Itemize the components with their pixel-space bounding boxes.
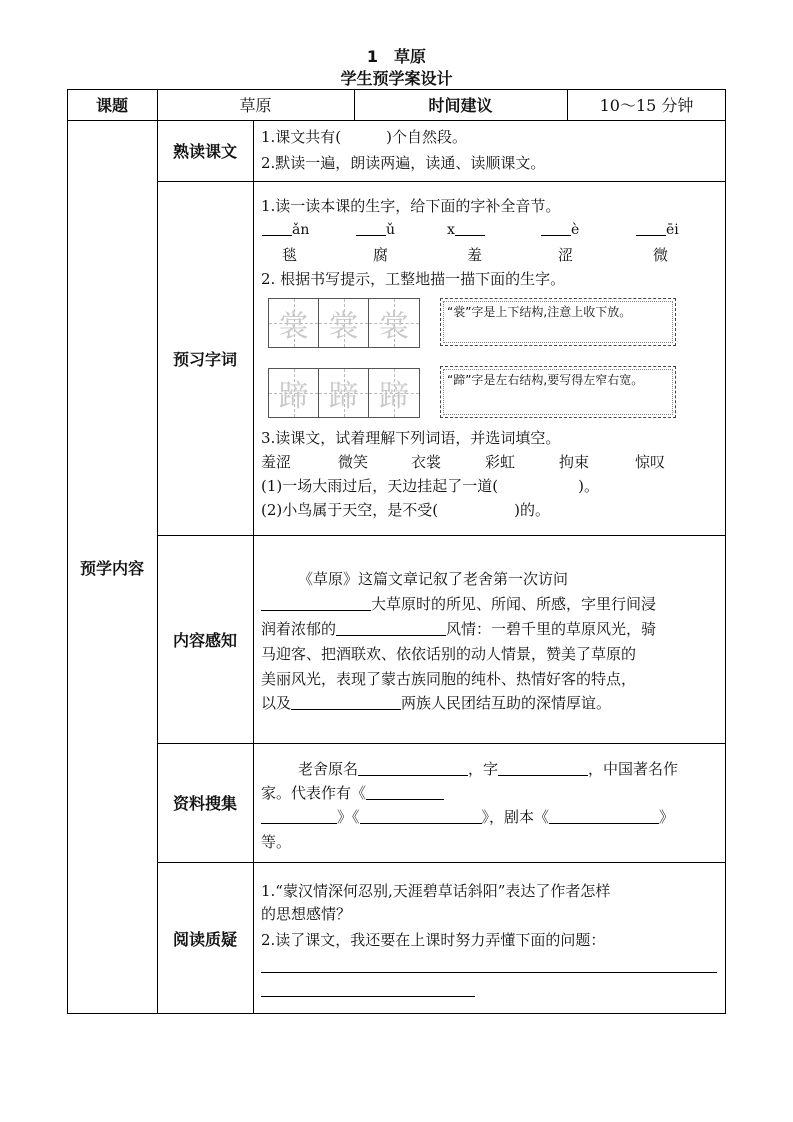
research-text: 家。代表作有《 — [261, 784, 367, 802]
section-label-words: 预习字词 — [172, 349, 237, 369]
fill-blank[interactable] — [291, 693, 401, 710]
pinyin-blank[interactable] — [356, 221, 386, 236]
fill-blank[interactable] — [358, 759, 468, 776]
fill-sentence-2 — [261, 499, 550, 522]
pinyin-item — [447, 221, 485, 238]
trace-cell[interactable] — [319, 299, 369, 347]
time-value: 10～15 分钟 — [599, 96, 694, 115]
fill-text: )的。 — [514, 501, 550, 519]
words-q3: 3.读课文，试着理解下列词语，并选词填空。 — [261, 429, 561, 447]
section-label-research: 资料搜集 — [172, 794, 237, 813]
section-label-read: 熟读课文 — [172, 142, 237, 161]
content-line-2 — [261, 593, 656, 616]
fill-sentence-1 — [261, 475, 599, 498]
research-text: 》《 — [337, 808, 360, 826]
fill-text: )。 — [578, 477, 599, 495]
fill-blank[interactable] — [261, 807, 337, 824]
pinyin-text: ǎn — [292, 222, 310, 238]
pinyin-blank[interactable] — [636, 221, 666, 236]
lesson-title: 1 草原 — [366, 47, 427, 66]
pinyin-text: è — [571, 222, 580, 238]
vocab-word: 拘束 — [559, 453, 590, 471]
research-line-2 — [261, 782, 444, 805]
trace-cell[interactable] — [369, 369, 419, 417]
vocab-word: 微笑 — [338, 453, 369, 471]
content-line-3 — [261, 618, 656, 641]
research-text: ，中国著名作 — [588, 760, 679, 778]
pinyin-text: ēi — [666, 222, 679, 238]
content-line-1: 《草原》这篇文章记叙了老舍第一次访问 — [298, 570, 569, 588]
content-text: 大草原时的所见、所闻、所感，字里行间浸 — [371, 595, 657, 613]
content-text: 风情：一碧千里的草原风光，骑 — [446, 620, 657, 638]
fill-blank[interactable] — [360, 807, 482, 824]
pinyin-item — [262, 221, 309, 238]
pinyin-text: x — [447, 222, 455, 238]
research-text: 》，剧本《 — [481, 808, 550, 826]
char-item: 腐 — [373, 246, 389, 264]
words-q1: 1.读一读本课的生字，给下面的字补全音节。 — [261, 197, 561, 215]
pinyin-blank[interactable] — [541, 221, 571, 236]
pinyin-item — [356, 221, 395, 238]
col-divider — [253, 120, 254, 1014]
main-label: 预学内容 — [79, 558, 144, 578]
topic-label: 课题 — [95, 96, 128, 115]
trace-char: 蹄 — [328, 379, 359, 414]
trace-cell[interactable] — [319, 369, 369, 417]
fill-blank[interactable] — [366, 783, 444, 800]
writing-hint-text: “裳”字是上下结构,注意上收下放。 — [447, 305, 632, 319]
trace-char: 裳 — [379, 309, 409, 344]
trace-char: 裳 — [278, 309, 309, 344]
vocab-word: 彩虹 — [485, 453, 516, 471]
trace-char: 蹄 — [379, 379, 409, 414]
trace-char: 裳 — [328, 309, 359, 344]
pinyin-blank[interactable] — [455, 221, 485, 236]
page-subtitle: 学生预学案设计 — [340, 69, 453, 88]
content-line-4: 马迎客、把酒联欢、依依话别的动人情景，赞美了草原的 — [261, 645, 637, 663]
section-label-content: 内容感知 — [172, 630, 237, 650]
char-item: 羞 — [467, 246, 483, 264]
research-line-1 — [298, 758, 678, 781]
read-q2: 2.默读一遍，朗读两遍，读通、读顺课文。 — [261, 154, 546, 172]
writing-hint-box — [440, 298, 676, 346]
answer-line[interactable] — [261, 972, 717, 973]
fill-blank[interactable] — [261, 594, 371, 611]
fill-blank[interactable] — [336, 619, 446, 636]
time-label: 时间建议 — [428, 96, 493, 115]
research-text: 老舍原名 — [298, 760, 359, 778]
char-item: 微 — [653, 246, 669, 264]
question-line-3: 2.读了课文，我还要在上课时努力弄懂下面的问题： — [261, 931, 606, 949]
topic-value: 草原 — [239, 96, 272, 115]
research-text: ，字 — [468, 760, 499, 778]
content-text: 以及 — [261, 694, 292, 712]
research-line-3 — [261, 806, 674, 829]
content-text: 两族人民团结互助的深情厚谊。 — [401, 694, 612, 712]
trace-grid[interactable] — [268, 298, 420, 348]
trace-grid[interactable] — [268, 368, 420, 418]
section-label-question: 阅读质疑 — [172, 929, 237, 949]
question-line-1: 1.“蒙汉情深何忍别,天涯碧草话斜阳”表达了作者怎样 — [261, 882, 611, 900]
vocab-word: 羞涩 — [261, 453, 292, 471]
fill-text: (2)小鸟属于天空，是不受( — [261, 501, 439, 519]
pinyin-blank[interactable] — [262, 221, 292, 236]
trace-cell[interactable] — [269, 369, 319, 417]
vocab-word: 惊叹 — [635, 453, 666, 471]
content-line-6 — [261, 692, 611, 715]
read-q1: 1.课文共有( )个自然段。 — [261, 128, 468, 146]
char-item: 毯 — [282, 246, 298, 264]
content-text: 润着浓郁的 — [261, 620, 337, 638]
trace-char: 蹄 — [278, 379, 309, 414]
pinyin-text: ǔ — [386, 222, 396, 238]
answer-line[interactable] — [261, 996, 475, 997]
words-q2: 2. 根据书写提示，工整地描一描下面的生字。 — [261, 270, 566, 288]
pinyin-item — [636, 221, 679, 238]
fill-blank[interactable] — [498, 759, 588, 776]
char-item: 涩 — [558, 246, 574, 264]
question-line-2: 的思想感情？ — [261, 905, 352, 923]
trace-cell[interactable] — [269, 299, 319, 347]
trace-cell[interactable] — [369, 299, 419, 347]
research-text: 》 — [659, 808, 675, 826]
writing-hint-text: “蹄”字是左右结构,要写得左窄右宽。 — [447, 373, 644, 387]
content-line-5: 美丽风光，表现了蒙古族同胞的纯朴、热情好客的特点， — [261, 670, 637, 688]
research-line-4: 等。 — [261, 833, 292, 851]
fill-text: (1)一场大雨过后，天边挂起了一道( — [261, 477, 499, 495]
fill-blank[interactable] — [549, 807, 659, 824]
pinyin-item — [541, 221, 579, 238]
vocab-word: 衣裳 — [411, 453, 442, 471]
writing-hint-box — [440, 366, 676, 418]
